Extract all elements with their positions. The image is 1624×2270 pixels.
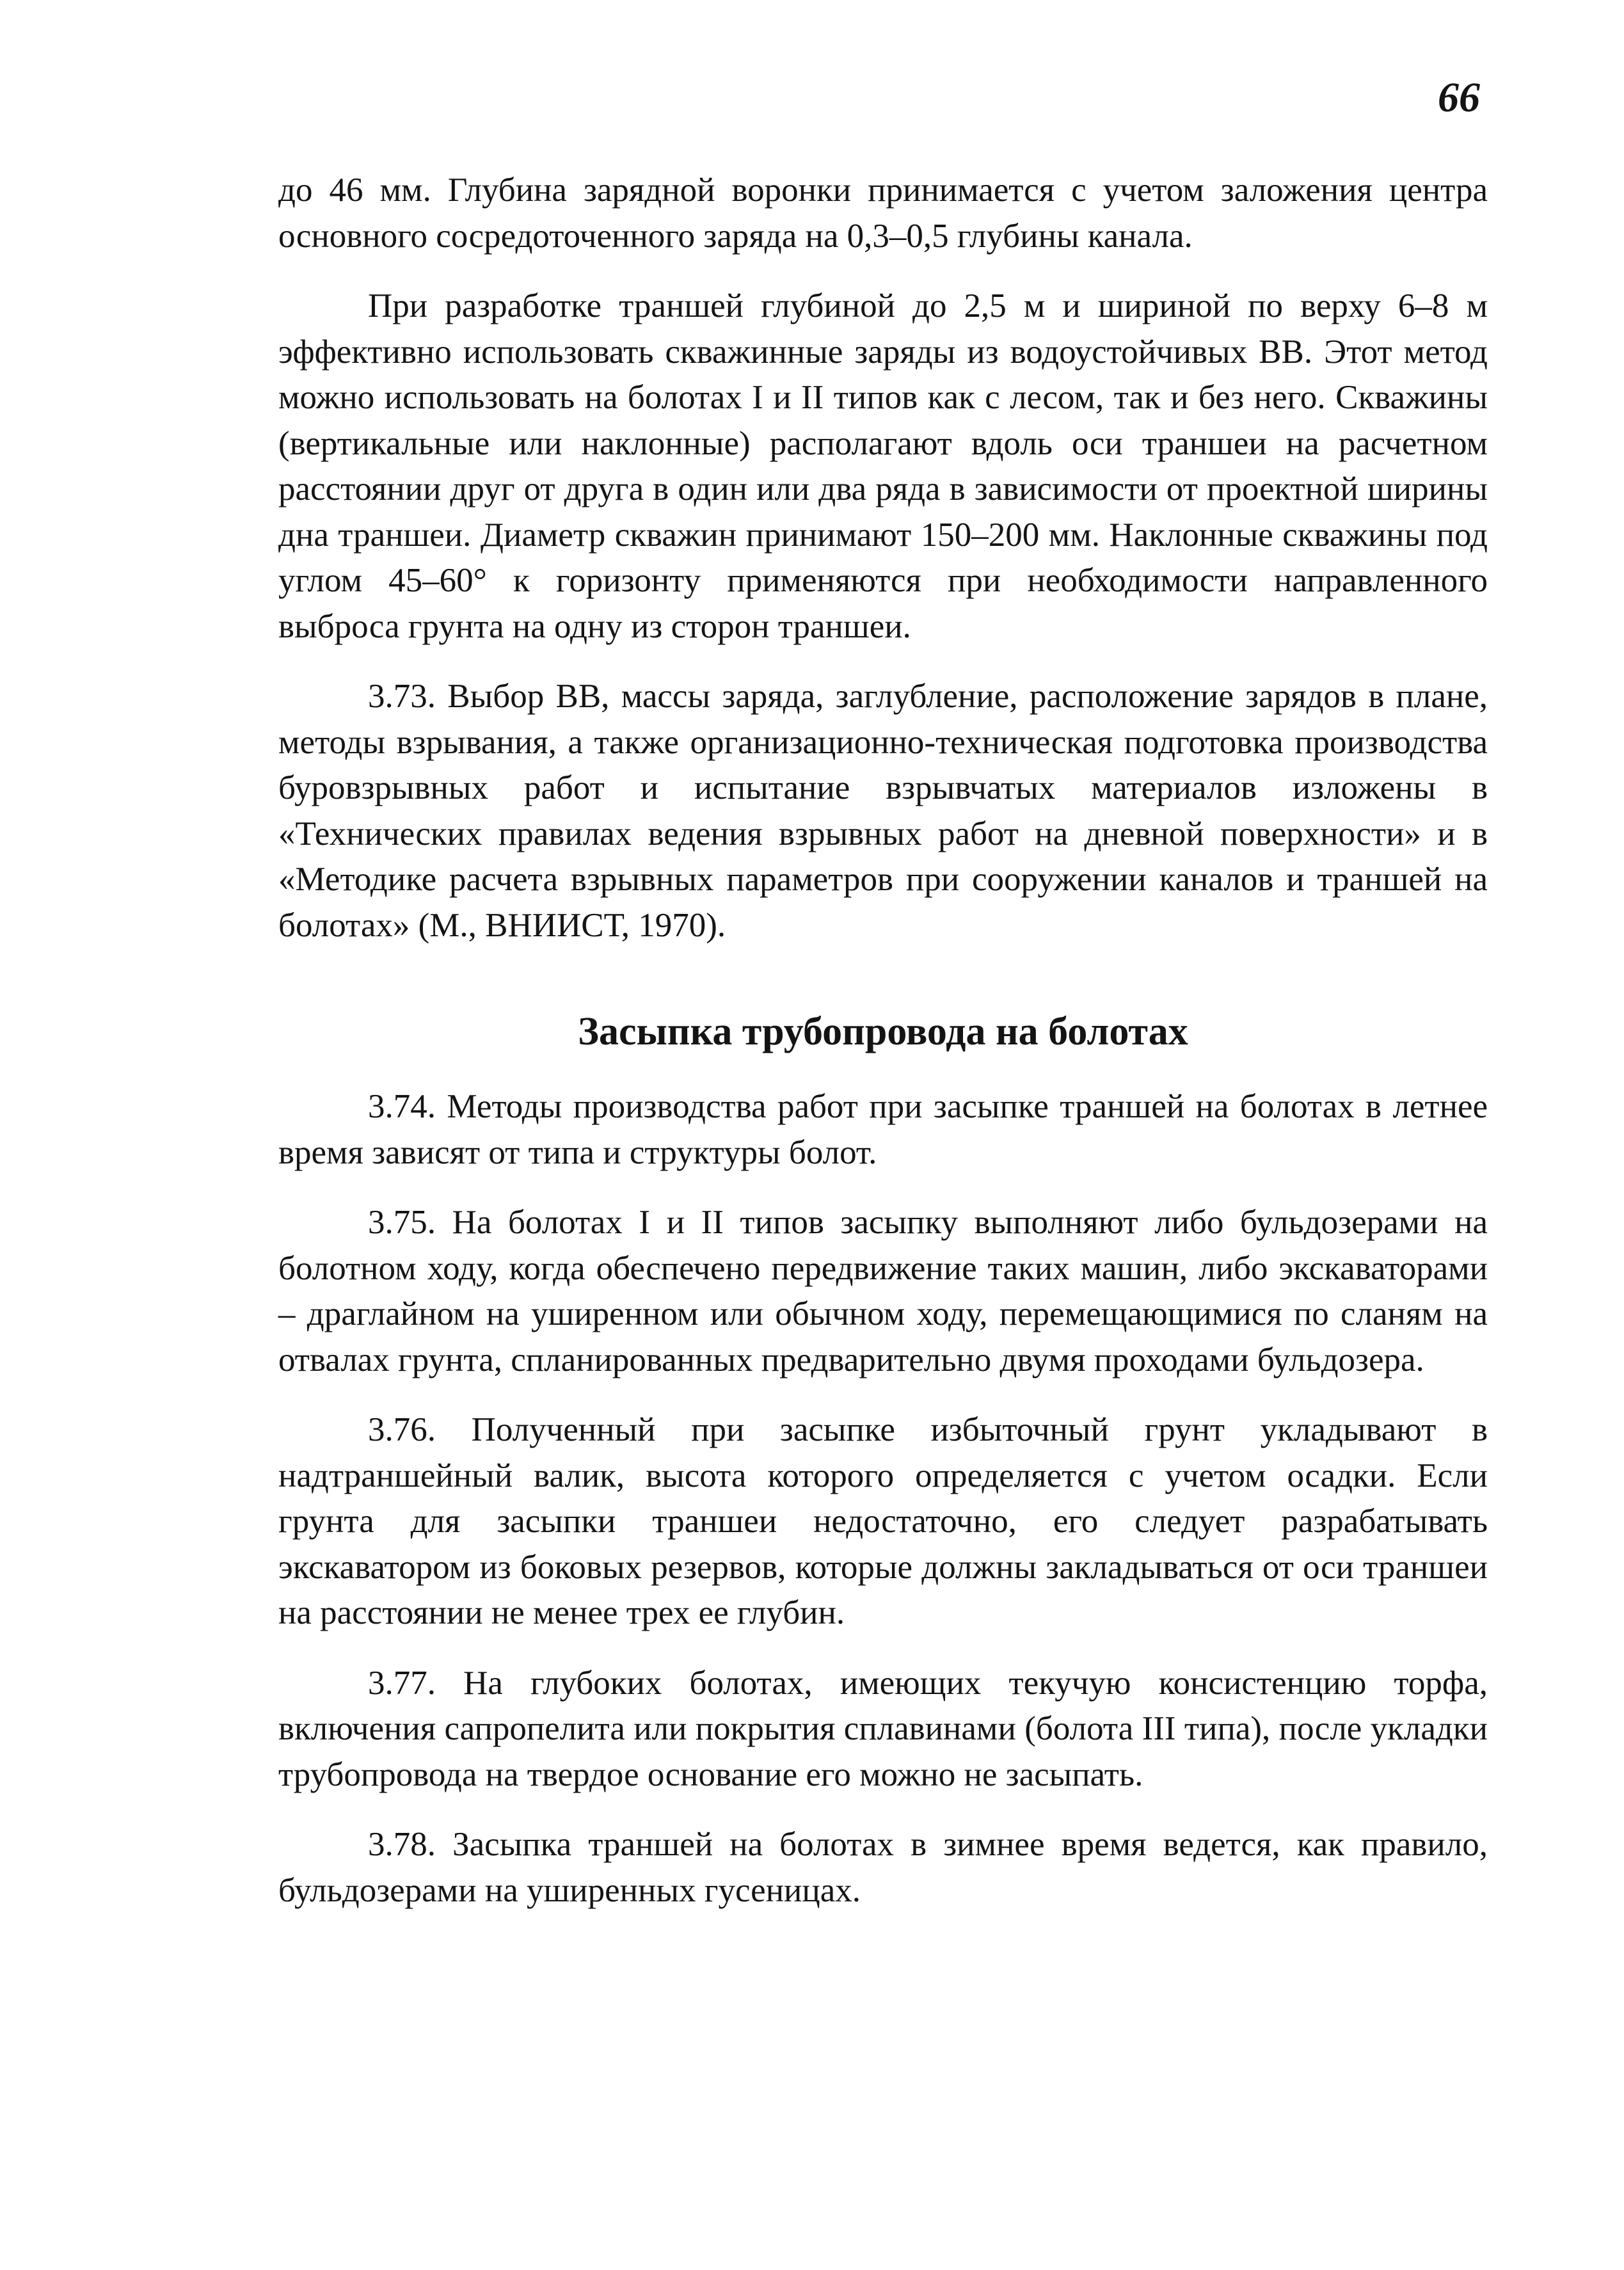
paragraph-3-77: 3.77. На глубоких болотах, имеющих текучую консистенцию торфа, включения сапропелита или покрытия сплавинами (болота III типа), после укладки трубопровода на твердое основание его можно не засыпать.: [278, 1664, 1488, 1793]
paragraph-3-73: 3.73. Выбор ВВ, массы заряда, заглубление, расположение зарядов в плане, методы взрывания, а также организационно-техническая подготовка производства буровзрывных работ и испытание взрывчатых материалов изложены в «Технических правилах ведения взрывных работ на дневной поверхности» и в «Методике расчета взрывных параметров при сооружении каналов и траншей на болотах» (М., ВНИИСТ, 1970).: [278, 678, 1488, 944]
page-number: 66: [1438, 74, 1480, 121]
paragraph-3-76: 3.76. Полученный при засыпке избыточный грунт укладывают в надтраншейный валик, высота которого определяется с учетом осадки. Если грунта для засыпки траншеи недостаточно, его следует разрабатывать экскаватором из боковых резервов, которые должны закладываться от оси траншеи на расстоянии не менее трех ее глубин.: [278, 1411, 1488, 1631]
paragraph-3-74: 3.74. Методы производства работ при засыпке траншей на болотах в летнее время зависят от типа и структуры болот.: [278, 1088, 1488, 1171]
paragraph-trench-blasting: При разработке траншей глубиной до 2,5 м и шириной по верху 6–8 м эффективно использовать скважинные заряды из водоустойчивых ВВ. Этот метод можно использовать на болотах I и II типов как с лесом, так и без него. Скважины (вертикальные или наклонные) располагают вдоль оси траншеи на расчетном расстоянии друг от друга в один или два ряда в зависимости от проектной ширины дна траншеи. Диаметр скважин принимают 150–200 мм. Наклонные скважины под углом 45–60° к горизонту применяются при необходимости направленного выброса грунта на одну из сторон траншеи.: [278, 287, 1488, 645]
paragraph-continuation: до 46 мм. Глубина зарядной воронки принимается с учетом заложения центра основного сосредоточенного заряда на 0,3–0,5 глубины канала.: [278, 172, 1488, 255]
paragraph-3-75: 3.75. На болотах I и II типов засыпку выполняют либо бульдозерами на болотном ходу, когда обеспечено передвижение таких машин, либо экскаваторами – драглайном на уширенном или обычном ходу, перемещающимися по сланям на отвалах грунта, спланированных предварительно двумя проходами бульдозера.: [278, 1204, 1488, 1379]
paragraph-3-78: 3.78. Засыпка траншей на болотах в зимнее время ведется, как правило, бульдозерами на уширенных гусеницах.: [278, 1826, 1488, 1909]
section-heading: Засыпка трубопровода на болотах: [578, 1010, 1188, 1053]
page-body: [278, 168, 1488, 1938]
